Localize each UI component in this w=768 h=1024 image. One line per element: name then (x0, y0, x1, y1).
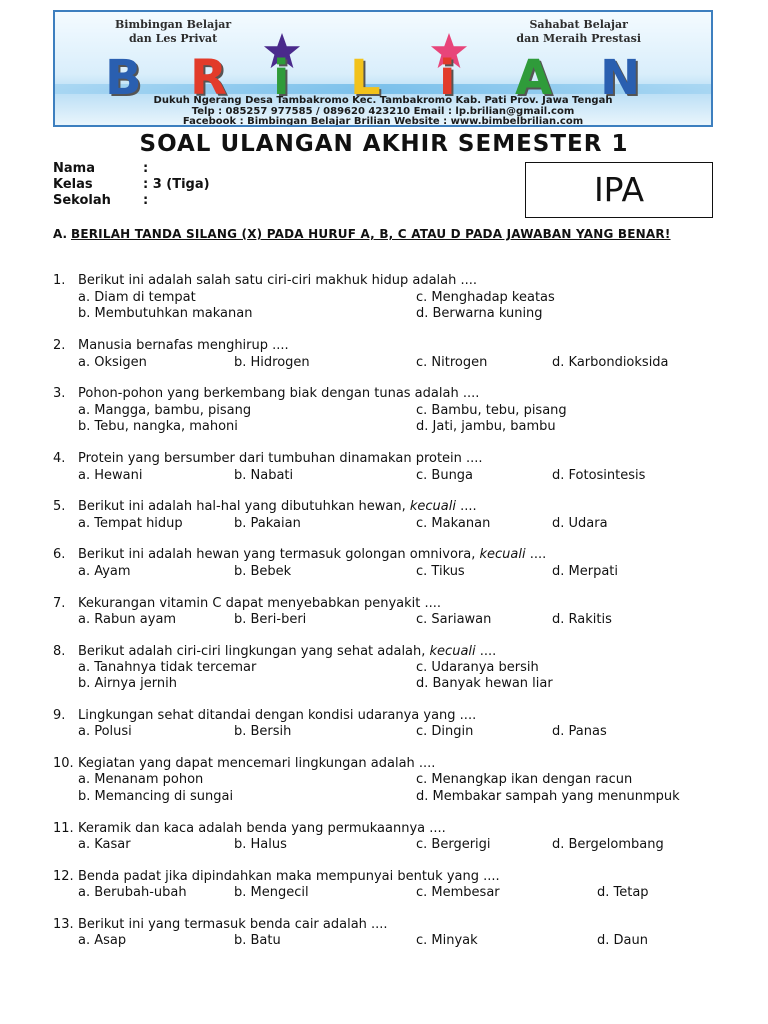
stem-text: .... (525, 547, 547, 562)
question-stem: Benda padat jika dipindahkan maka mempunyai bentuk yang .... (78, 869, 500, 884)
identity-label: Kelas (53, 177, 93, 192)
option-a: a. Diam di tempat (78, 290, 196, 305)
question-number: 8. (53, 644, 66, 659)
question-number: 5. (53, 499, 66, 514)
option-d: d. Berwarna kuning (416, 306, 543, 321)
banner-social: Facebook : Bimbingan Belajar Brilian Website : www.bimbelbrilian.com (182, 116, 584, 127)
option-b: b. Beri-beri (234, 612, 307, 627)
question-number: 1. (53, 273, 66, 288)
identity-row-class (53, 177, 210, 193)
section-letter: A. (53, 227, 68, 241)
option-a: a. Oksigen (78, 355, 147, 370)
question-number: 13. (53, 917, 74, 932)
question-stem: Kegiatan yang dapat mencemari lingkungan adalah .... (78, 756, 436, 771)
option-a: a. Asap (78, 933, 127, 948)
option-a: a. Ayam (78, 564, 131, 579)
banner-address: Dukuh Ngerang Desa Tambakromo Kec. Tambakromo Kab. Pati Prov. Jawa Tengah (153, 95, 613, 106)
option-b: b. Bersih (234, 724, 292, 739)
question-number: 4. (53, 451, 66, 466)
option-b: b. Bebek (234, 564, 292, 579)
option-c: c. Bambu, tebu, pisang (416, 403, 567, 418)
identity-value: : (143, 161, 149, 176)
question-stem: Keramik dan kaca adalah benda yang permukaannya .... (78, 821, 446, 836)
logo-letter: A (515, 50, 553, 106)
option-a: a. Tanahnya tidak tercemar (78, 660, 257, 675)
option-c: c. Minyak (416, 933, 478, 948)
header-banner (53, 10, 713, 127)
option-c: c. Makanan (416, 516, 491, 531)
option-d: d. Udara (552, 516, 608, 531)
question-number: 12. (53, 869, 74, 884)
question-stem (78, 499, 477, 515)
question-stem (78, 644, 496, 660)
option-b: b. Hidrogen (234, 355, 310, 370)
identity-value: : 3 (Tiga) (143, 177, 210, 192)
option-b: b. Membutuhkan makanan (78, 306, 253, 321)
tagline-left-line1: Bimbingan Belajar (115, 18, 232, 31)
option-d: d. Daun (597, 933, 648, 948)
logo-letter: N (600, 50, 641, 106)
question-number: 2. (53, 338, 66, 353)
stem-emphasis: kecuali (409, 499, 456, 514)
option-a: a. Polusi (78, 724, 132, 739)
stem-text: Berikut ini adalah hewan yang termasuk golongan omnivora, (78, 547, 480, 562)
option-b: b. Batu (234, 933, 281, 948)
logo-letter: L (350, 50, 381, 106)
identity-value: : (143, 193, 149, 208)
option-c: c. Menangkap ikan dengan racun (416, 772, 633, 787)
stem-emphasis: kecuali (429, 644, 476, 659)
logo-letter: i (273, 50, 290, 106)
stem-text: .... (455, 499, 477, 514)
option-d: d. Merpati (552, 564, 619, 579)
question-number: 10. (53, 756, 74, 771)
stem-text: Berikut adalah ciri-ciri lingkungan yang sehat adalah, (78, 644, 430, 659)
option-d: d. Fotosintesis (552, 468, 646, 483)
option-d: d. Tetap (597, 885, 649, 900)
option-b: b. Mengecil (234, 885, 309, 900)
exam-title: SOAL ULANGAN AKHIR SEMESTER 1 (139, 131, 629, 157)
question-stem: Kekurangan vitamin C dapat menyebabkan penyakit .... (78, 596, 442, 611)
instruction-text: BERILAH TANDA SILANG (X) PADA HURUF A, B, C ATAU D PADA JAWABAN YANG BENAR! (71, 227, 671, 241)
identity-label: Nama (53, 161, 95, 176)
option-b: b. Halus (234, 837, 287, 852)
banner-phone-email: Telp : 085257 977585 / 089620 423210 Email : lp.brilian@gmail.com (191, 106, 575, 117)
question-number: 11. (53, 821, 74, 836)
logo-letter: R (190, 50, 227, 106)
question-number: 7. (53, 596, 66, 611)
tagline-right-line2: dan Meraih Prestasi (516, 32, 641, 45)
option-d: d. Bergelombang (552, 837, 664, 852)
option-b: b. Airnya jernih (78, 676, 177, 691)
option-c: c. Membesar (416, 885, 500, 900)
question-stem: Manusia bernafas menghirup .... (78, 338, 289, 353)
question-number: 9. (53, 708, 66, 723)
option-b: b. Tebu, nangka, mahoni (78, 419, 238, 434)
option-b: b. Pakaian (234, 516, 301, 531)
stem-emphasis: kecuali (479, 547, 526, 562)
option-a: a. Menanam pohon (78, 772, 204, 787)
option-d: d. Panas (552, 724, 607, 739)
option-d: d. Membakar sampah yang menunmpuk (416, 789, 680, 804)
logo-letter: B (105, 50, 142, 106)
option-d: d. Karbondioksida (552, 355, 669, 370)
question-stem: Berikut ini adalah salah satu ciri-ciri makhuk hidup adalah .... (78, 273, 478, 288)
option-d: d. Jati, jambu, bambu (416, 419, 556, 434)
option-a: a. Tempat hidup (78, 516, 183, 531)
option-a: a. Kasar (78, 837, 131, 852)
identity-row-school (53, 193, 210, 209)
stem-text: Berikut ini adalah hal-hal yang dibutuhkan hewan, (78, 499, 410, 514)
stem-text: .... (475, 644, 497, 659)
question-stem (78, 547, 546, 563)
option-a: a. Rabun ayam (78, 612, 177, 627)
option-a: a. Berubah-ubah (78, 885, 187, 900)
question-stem: Berikut ini yang termasuk benda cair adalah .... (78, 917, 388, 932)
option-d: d. Rakitis (552, 612, 612, 627)
question-number: 3. (53, 386, 66, 401)
option-c: c. Tikus (416, 564, 465, 579)
option-c: c. Bunga (416, 468, 474, 483)
option-a: a. Hewani (78, 468, 143, 483)
section-instruction (53, 226, 715, 242)
option-c: c. Bergerigi (416, 837, 491, 852)
option-c: c. Udaranya bersih (416, 660, 539, 675)
option-b: b. Memancing di sungai (78, 789, 234, 804)
option-a: a. Mangga, bambu, pisang (78, 403, 252, 418)
identity-row-name (53, 161, 210, 177)
option-c: c. Nitrogen (416, 355, 488, 370)
option-c: c. Menghadap keatas (416, 290, 555, 305)
identity-label: Sekolah (53, 193, 111, 208)
tagline-right-line1: Sahabat Belajar (529, 18, 628, 31)
question-number: 6. (53, 547, 66, 562)
subject-box: IPA (525, 162, 713, 218)
student-identity (53, 161, 210, 209)
option-c: c. Sariawan (416, 612, 492, 627)
option-d: d. Banyak hewan liar (416, 676, 553, 691)
tagline-left-line2: dan Les Privat (128, 32, 218, 45)
question-stem: Pohon-pohon yang berkembang biak dengan tunas adalah .... (78, 386, 480, 401)
option-c: c. Dingin (416, 724, 474, 739)
logo-letter: i (439, 50, 456, 106)
question-stem: Lingkungan sehat ditandai dengan kondisi udaranya yang .... (78, 708, 477, 723)
option-b: b. Nabati (234, 468, 294, 483)
question-stem: Protein yang bersumber dari tumbuhan dinamakan protein .... (78, 451, 483, 466)
